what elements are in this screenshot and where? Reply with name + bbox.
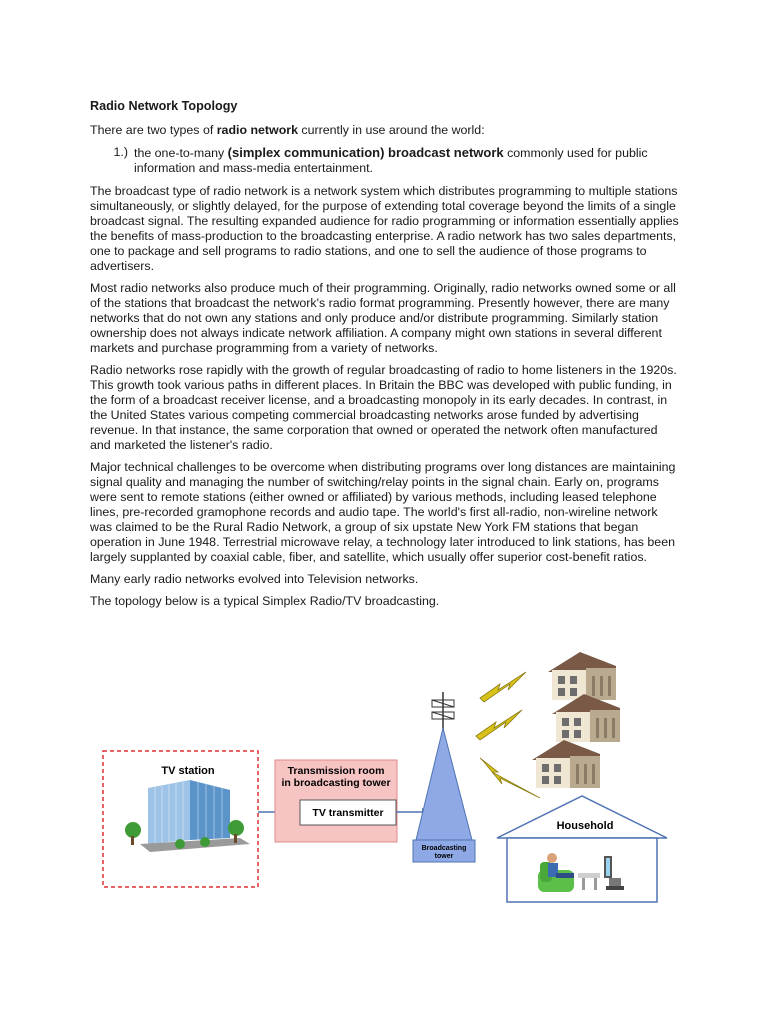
transmission-room-label-line1: Transmission room bbox=[287, 765, 385, 777]
paragraph: The topology below is a typical Simplex Radio/TV broadcasting. bbox=[90, 594, 440, 608]
paragraph: The broadcast type of radio network is a network system which distributes programming to multiple stations simultaneously, or slightly delayed, for the purpose of extending total coverage beyond the limits of a single broadcast signal. The resulting expanded audience for radio programming or information essentially applies the benefits of mass-production to the broadcasting enterprise. A radio network has two sales departments, one to package and sell programs to radio stations, and one to sell the audience of those programs to advertisers. bbox=[90, 184, 679, 273]
list-text bbox=[134, 145, 680, 176]
tower-label-line1: Broadcasting bbox=[421, 845, 467, 852]
tower-label-line2: tower bbox=[434, 853, 454, 860]
page-title: Radio Network Topology bbox=[90, 99, 238, 113]
paragraph: Many early radio networks evolved into Television networks. bbox=[90, 572, 419, 586]
house-icon bbox=[552, 694, 620, 742]
list-text-after: commonly used for public information and mass-media entertainment. bbox=[134, 146, 648, 175]
house-icon bbox=[532, 740, 600, 788]
paragraph: Radio networks rose rapidly with the growth of regular broadcasting of radio to home listeners in the 1920s. This growth took various paths in different places. In Britain the BBC was developed with public funding, in the form of a broadcast receiver license, and a broadcasting monopoly in its early decades. In contrast, in the United States various competing commercial broadcasting networks arose funded by advertising revenue. In that instance, the same corporation that owned or operated the network often manufactured and marketed the listener's radio. bbox=[90, 363, 677, 452]
list-number: 1.) bbox=[113, 145, 128, 159]
tv-transmitter-label: TV transmitter bbox=[312, 807, 384, 819]
signal-bolt-icon bbox=[476, 710, 522, 740]
household-label: Household bbox=[556, 820, 614, 832]
tv-station-label: TV station bbox=[161, 765, 215, 777]
transmission-room-label-line2: in broadcasting tower bbox=[281, 777, 391, 789]
intro-text-bold: radio network bbox=[216, 123, 298, 137]
broadcasting-tower bbox=[413, 692, 475, 862]
list-item bbox=[90, 145, 680, 176]
intro-text-after: currently in use around the world: bbox=[297, 123, 485, 137]
list-text-before: the one-to-many bbox=[134, 146, 228, 160]
intro-paragraph bbox=[90, 123, 680, 138]
house-icon bbox=[548, 652, 616, 700]
intro-text-before: There are two types of bbox=[90, 123, 217, 137]
signal-bolt-icon bbox=[480, 672, 526, 702]
signal-bolt-icon bbox=[480, 758, 540, 798]
paragraph: Most radio networks also produce much of their programming. Originally, radio networks owned some or all of the stations that broadcast the network's radio format programming. Presently however, there are many networks that do not own any stations and only produce and/or distribute programming. Similarly station ownership does not always indicate network affiliation. A company might own stations in several different markets and purchase programming from a variety of networks. bbox=[90, 281, 676, 355]
list-text-bold: (simplex communication) broadcast network bbox=[227, 145, 504, 160]
broadcast-topology-diagram bbox=[0, 630, 768, 920]
document-body bbox=[90, 99, 680, 616]
diagram-svg bbox=[0, 630, 768, 920]
paragraph: Major technical challenges to be overcome when distributing programs over long distances are maintaining signal quality and managing the number of switching/relay points in the signal chain. Early on, programs were sent to remote stations (either owned or affiliated) by various methods, including leased telephone lines, pre-recorded gramophone records and audio tape. The world's first all-radio, non-wireline network was claimed to be the Rural Radio Network, a group of six upstate New York FM stations that began operation in June 1948. Terrestrial microwave relay, a technology later introduced to link stations, has been largely supplanted by coaxial cable, fiber, and satellite, which usually offer superior cost-benefit ratios. bbox=[90, 460, 676, 564]
